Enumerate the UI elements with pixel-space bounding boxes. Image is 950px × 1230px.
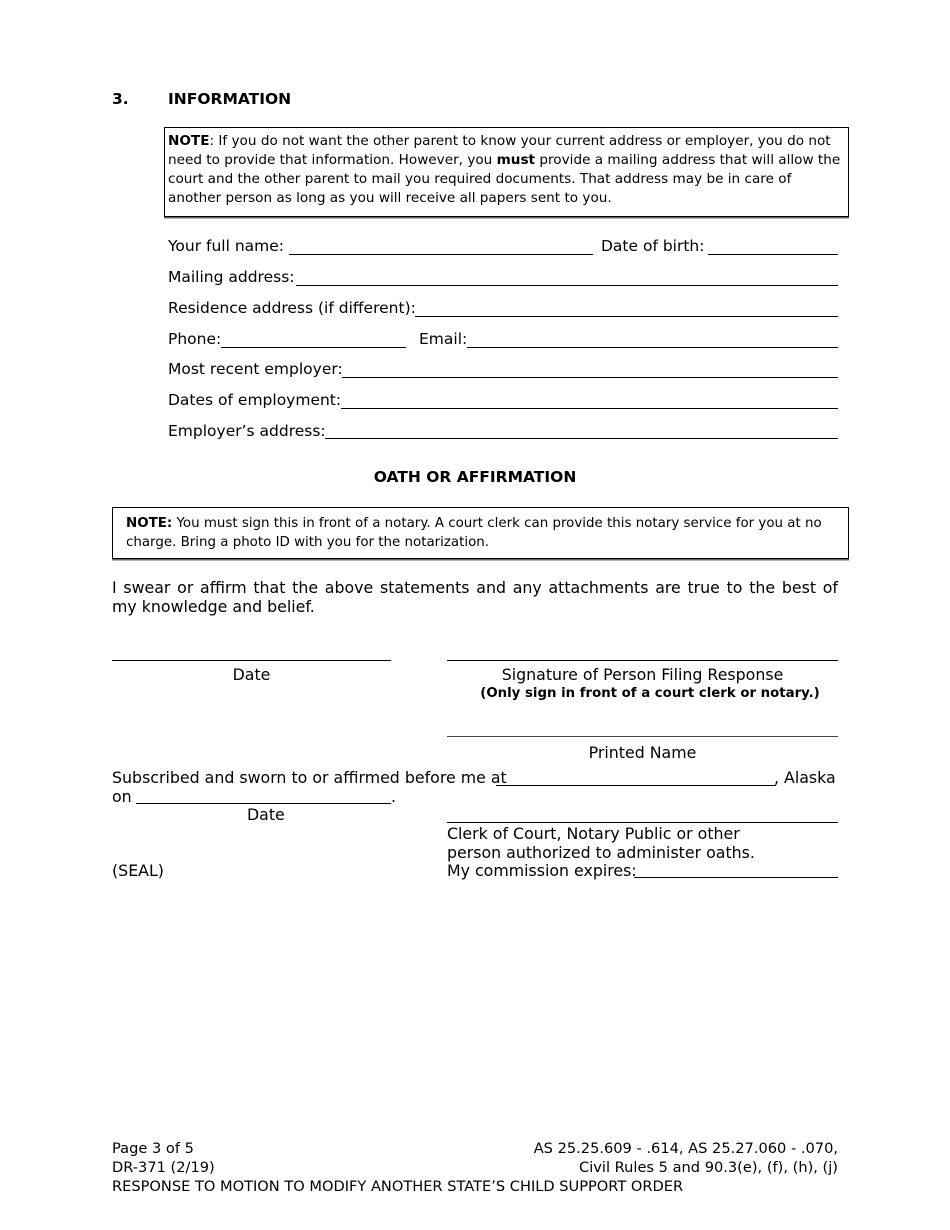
employment-dates-field[interactable] — [341, 408, 838, 409]
date-label: Date — [232, 665, 271, 684]
signature-line[interactable] — [447, 660, 838, 661]
note-text-before: : If you do not want the other parent to know your current address or employer, you do not need to provide that information. However, you — [168, 133, 831, 168]
mailing-address-field[interactable] — [296, 285, 838, 286]
note-label: NOTE — [168, 133, 210, 149]
employer-label: Most recent employer: — [168, 360, 343, 378]
info-note-box — [164, 127, 849, 217]
oath-note-box — [112, 507, 849, 559]
subscribed-suffix: , Alaska — [774, 768, 836, 787]
employer-address-field[interactable] — [325, 438, 838, 439]
employment-dates-label: Dates of employment: — [168, 391, 342, 409]
on-label: on — [112, 787, 132, 806]
commission-field[interactable] — [634, 877, 838, 878]
subscribed-prefix: Subscribed and sworn to or affirmed before me at — [112, 768, 507, 787]
dob-label: Date of birth: — [601, 237, 705, 255]
full-name-label: Your full name: — [168, 237, 285, 255]
printed-name-line[interactable] — [447, 736, 838, 737]
employer-field[interactable] — [342, 377, 838, 378]
footer-form-number: DR-371 (2/19) — [112, 1159, 215, 1176]
email-field[interactable] — [467, 347, 838, 348]
section-title: INFORMATION — [168, 90, 292, 108]
full-name-field[interactable] — [289, 254, 593, 255]
oath-note-label: NOTE: — [126, 516, 173, 531]
clerk-line-2: person authorized to administer oaths. — [447, 843, 755, 862]
phone-field[interactable] — [221, 347, 406, 348]
notary-location-field[interactable] — [496, 785, 776, 786]
period-mark: . — [391, 787, 397, 806]
notary-date-field[interactable] — [136, 803, 391, 804]
note-emphasis: must — [496, 152, 536, 168]
residence-address-field[interactable] — [415, 316, 838, 317]
footer-page: Page 3 of 5 — [112, 1140, 194, 1157]
mailing-address-label: Mailing address: — [168, 268, 295, 286]
clerk-signature-line[interactable] — [447, 822, 838, 823]
signature-label: Signature of Person Filing Response — [501, 665, 784, 684]
oath-note-text: You must sign this in front of a notary. A court clerk can provide this notary service for you at no charge. Bring a photo ID with you for the notarization. — [126, 516, 822, 550]
phone-label: Phone: — [168, 330, 222, 348]
clerk-line-1: Clerk of Court, Notary Public or other — [447, 824, 740, 843]
signature-sublabel: (Only sign in front of a court clerk or notary.) — [480, 686, 820, 701]
employer-address-label: Employer’s address: — [168, 422, 326, 440]
seal-label: (SEAL) — [112, 861, 164, 880]
note-text-after: provide a mailing address that will allow the court and the other parent to mail you required documents. That address may be in care of another person as long as you will receive all papers sent to you. — [168, 152, 841, 206]
residence-address-label: Residence address (if different): — [168, 299, 416, 317]
email-label: Email: — [419, 330, 468, 348]
footer-form-title: RESPONSE TO MOTION TO MODIFY ANOTHER STATE’S CHILD SUPPORT ORDER — [112, 1178, 684, 1195]
commission-label: My commission expires: — [447, 861, 637, 880]
oath-statement: I swear or affirm that the above statements and any attachments are true to the best of my knowledge and belief. — [112, 578, 838, 616]
footer-rules: Civil Rules 5 and 90.3(e), (f), (h), (j) — [579, 1159, 838, 1176]
footer-statutes: AS 25.25.609 - .614, AS 25.27.060 - .070, — [533, 1140, 838, 1157]
oath-title: OATH OR AFFIRMATION — [373, 468, 577, 486]
section-number: 3. — [112, 90, 129, 108]
dob-field[interactable] — [708, 254, 838, 255]
notary-date-label: Date — [247, 805, 285, 824]
date-signature-line[interactable] — [112, 660, 391, 661]
printed-name-label: Printed Name — [588, 743, 697, 762]
